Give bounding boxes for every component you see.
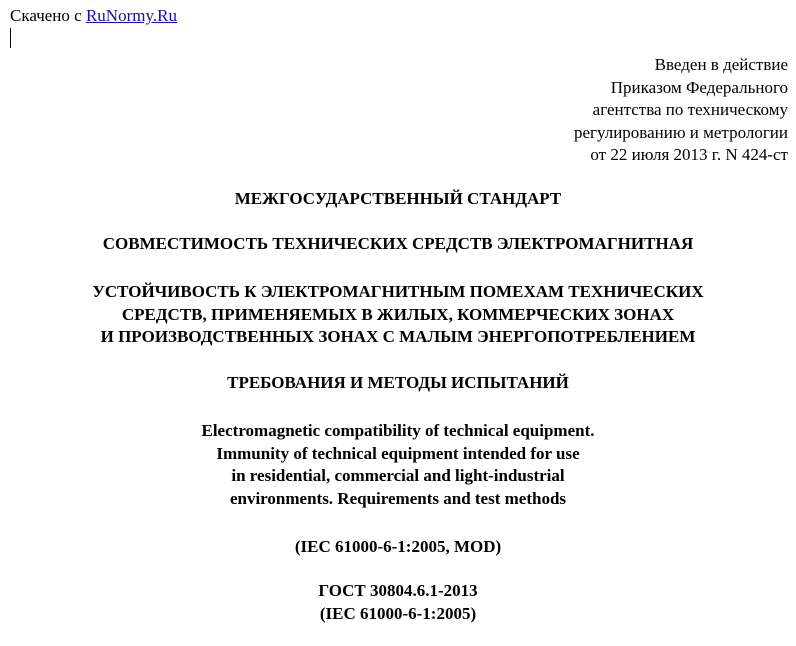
english-title-line: in residential, commercial and light-industrial [231,466,565,485]
gost-iec-reference: (IEC 61000-6-1:2005) [319,603,477,623]
english-title-line: Immunity of technical equipment intended for use [216,443,580,463]
immunity-heading-line: УСТОЙЧИВОСТЬ К ЭЛЕКТРОМАГНИТНЫМ ПОМЕХАМ ТЕХНИЧЕСКИХ [92,282,704,301]
immunity-heading [0,281,796,349]
source-link[interactable]: RuNormy.Ru [85,6,177,25]
source-line [10,6,177,26]
interstate-standard-heading: МЕЖГОСУДАРСТВЕННЫЙ СТАНДАРТ [234,189,562,208]
gost-designation [0,580,796,625]
iec-mod-reference: (IEC 61000-6-1:2005, MOD) [294,537,502,556]
english-title-line: environments. Requirements and test methods [229,488,567,508]
enactment-line: регулированию и метрологии [573,122,788,142]
enactment-line: агентства по техническому [592,100,788,119]
enactment-block [574,54,788,167]
english-title [0,420,796,510]
gost-number: ГОСТ 30804.6.1-2013 [318,581,478,600]
enactment-line: Введен в действие [654,55,788,74]
immunity-heading-line: СРЕДСТВ, ПРИМЕНЯЕМЫХ В ЖИЛЫХ, КОММЕРЧЕСКИХ ЗОНАХ [121,304,675,324]
immunity-heading-line: И ПРОИЗВОДСТВЕННЫХ ЗОНАХ С МАЛЫМ ЭНЕРГОПОТРЕБЛЕНИЕМ [100,327,696,346]
enactment-line: от 22 июля 2013 г. N 424-ст [590,145,788,164]
english-title-line: Electromagnetic compatibility of technical equipment. [201,421,595,440]
source-prefix: Скачено с [10,6,86,25]
text-cursor [10,28,11,48]
requirements-heading: ТРЕБОВАНИЯ И МЕТОДЫ ИСПЫТАНИЙ [227,373,569,392]
compatibility-heading: СОВМЕСТИМОСТЬ ТЕХНИЧЕСКИХ СРЕДСТВ ЭЛЕКТРОМАГНИТНАЯ [102,234,694,253]
enactment-line: Приказом Федерального [610,77,788,97]
